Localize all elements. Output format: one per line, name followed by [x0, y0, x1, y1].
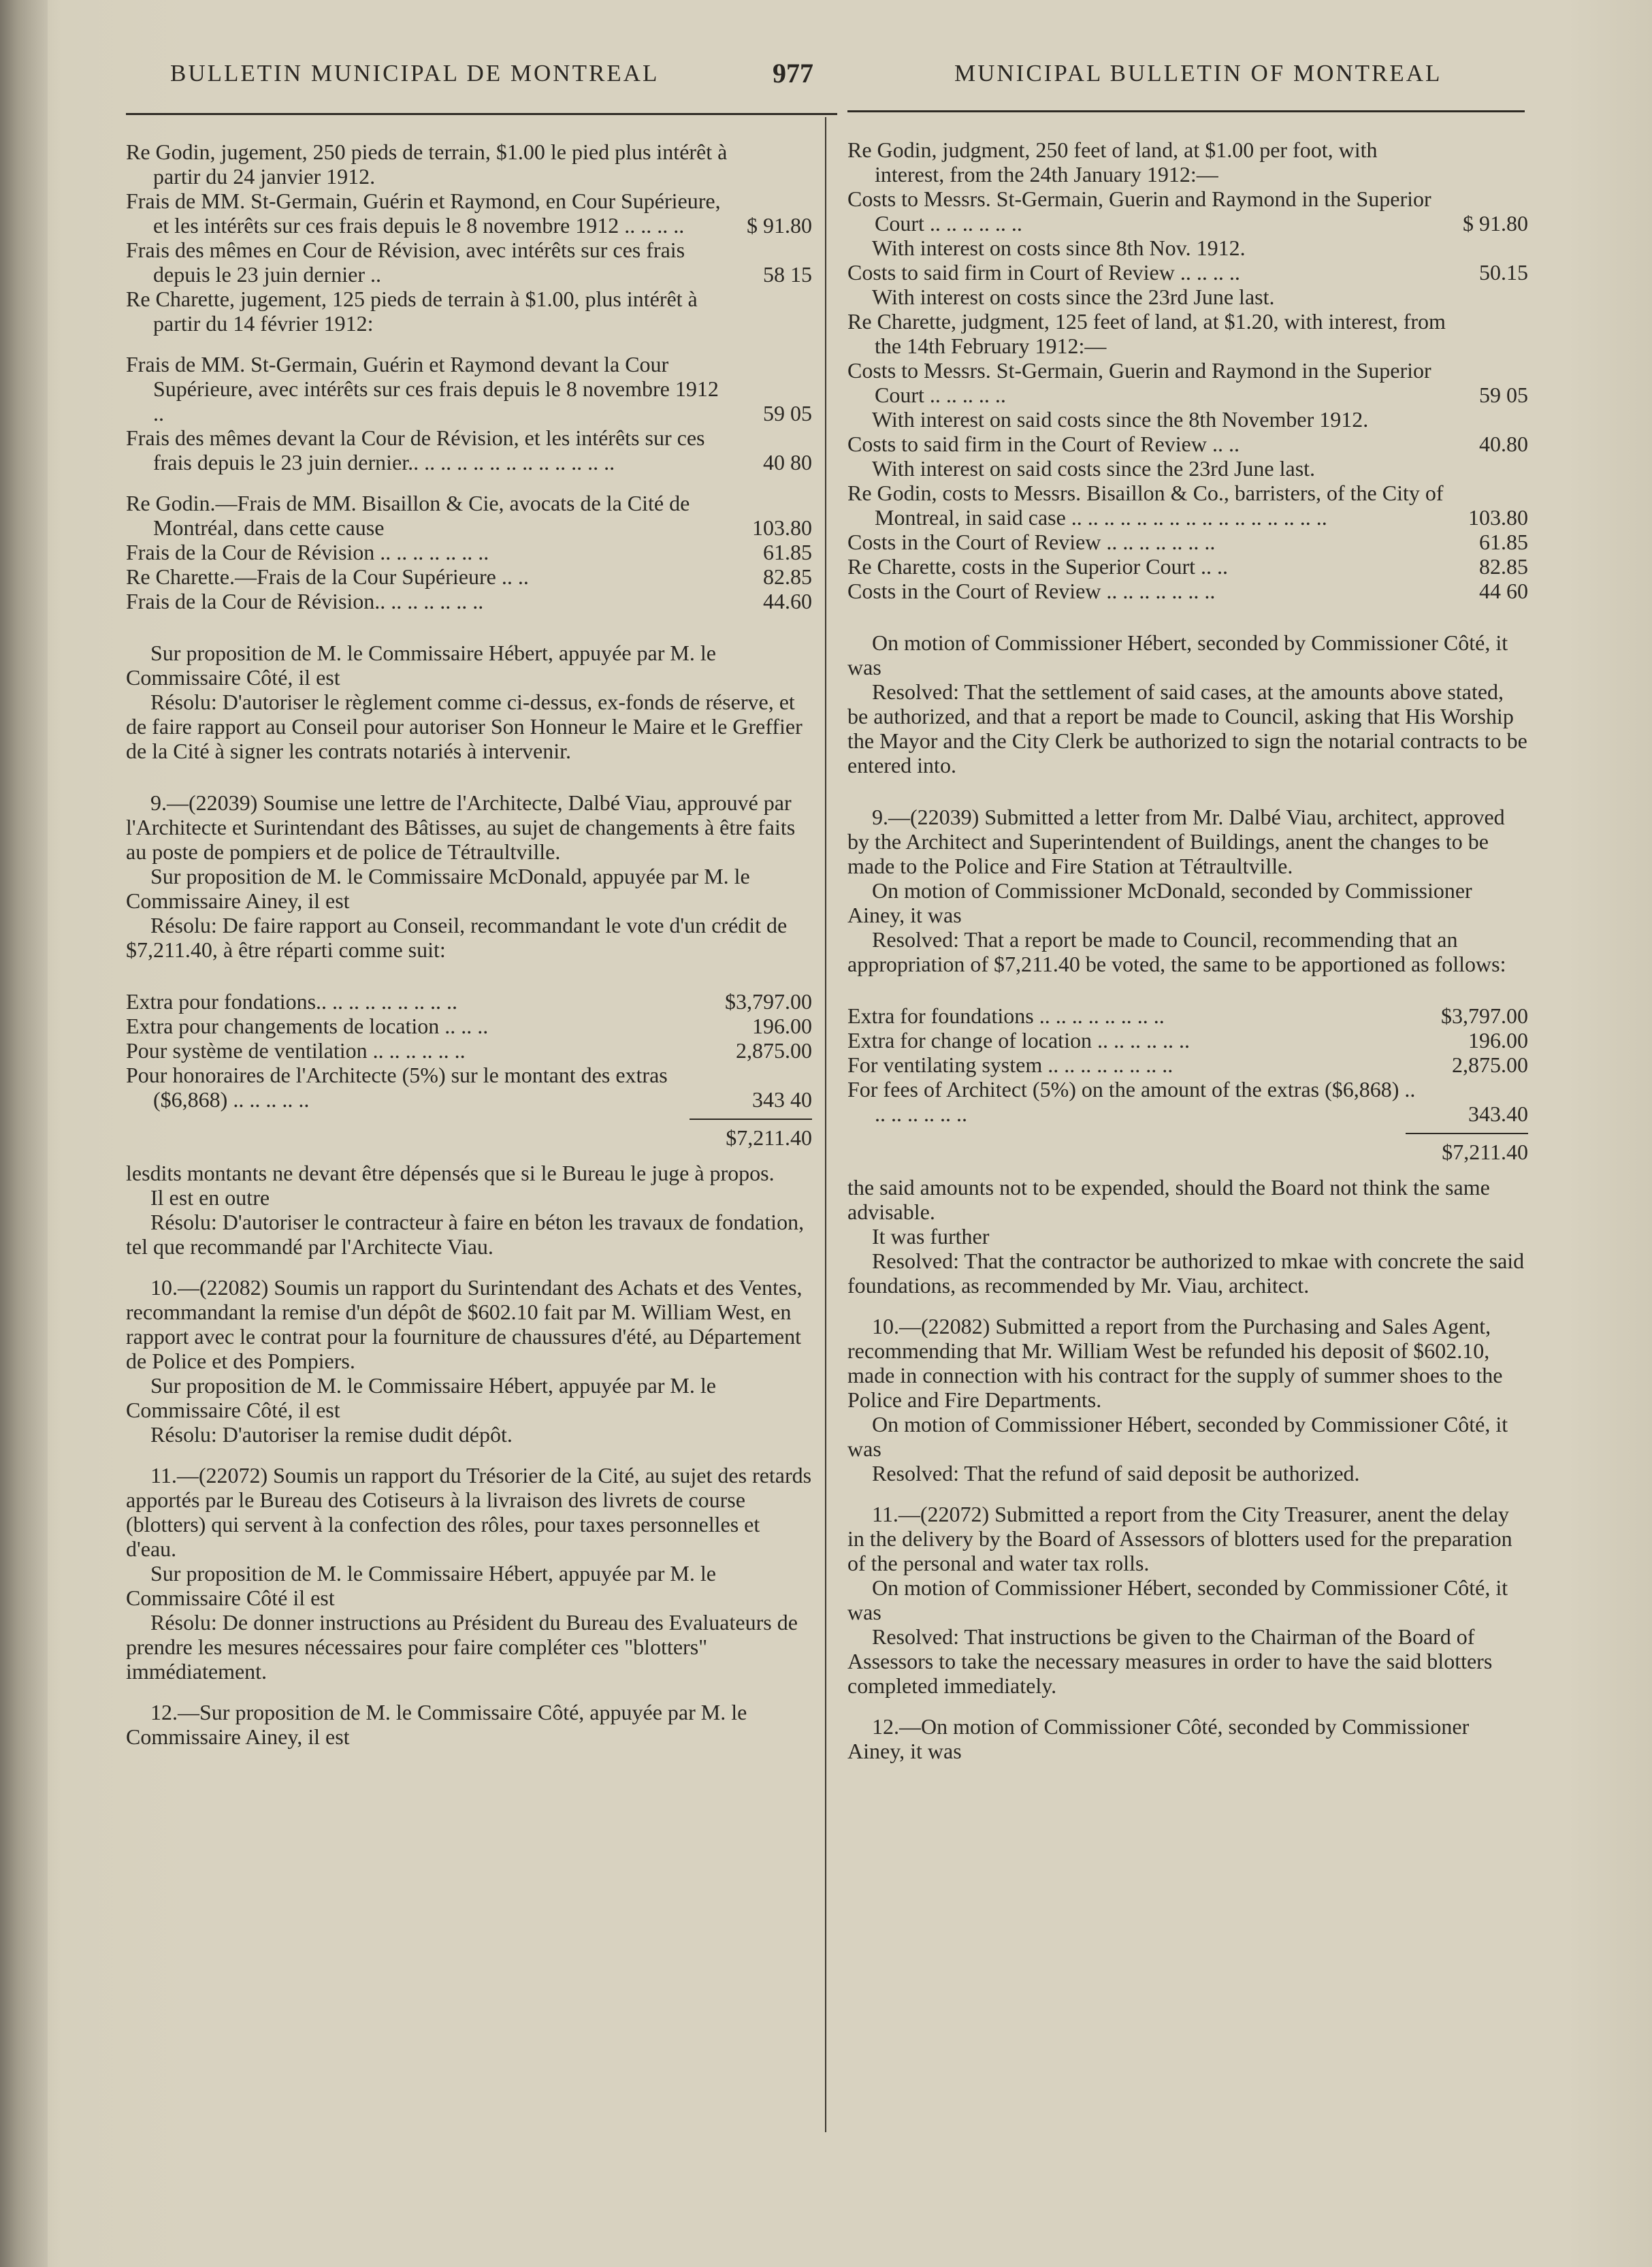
- motion-paragraph: On motion of Commissioner Hébert, seconded by Commissioner Côté, it was: [847, 1575, 1508, 1624]
- cost-entry-text: With interest on costs since 8th Nov. 1912.: [872, 236, 1246, 260]
- cost-entry: [126, 352, 812, 425]
- item-11-paragraph: 11.—(22072) Submitted a report from the City Treasurer, anent the delay in the delivery by the Board of Assessors of blotters used for the preparation of the personal and water tax rolls.: [847, 1502, 1512, 1575]
- further-paragraph: Il est en outre: [150, 1185, 270, 1210]
- cost-entry-amount: 44 60: [1479, 579, 1528, 603]
- cost-entry-amount: 59 05: [763, 401, 812, 425]
- appropriation-line: [847, 1028, 1528, 1052]
- cost-entry-amount: 50.15: [1479, 260, 1528, 285]
- condition-paragraph: lesdits montants ne devant être dépensés que si le Bureau le juge à propos.: [126, 1161, 775, 1185]
- cost-entry-text: Re Charette, costs in the Superior Court .. ..: [847, 554, 1229, 579]
- cost-entry-text: Costs to said firm in Court of Review .. .. .. ..: [847, 260, 1240, 285]
- motion-paragraph: Sur proposition de M. le Commissaire Hébert, appuyée par M. le Commissaire Côté, il est: [126, 1373, 716, 1422]
- cost-entry-text: Costs to Messrs. St-Germain, Guerin and Raymond in the Superior Court .. .. .. .. ..: [847, 358, 1431, 407]
- appropriation-total: $7,211.40: [726, 1125, 812, 1150]
- item-12-paragraph: 12.—Sur proposition de M. le Commissaire Côté, appuyée par M. le Commissaire Ainey, il est: [126, 1700, 747, 1749]
- appropriation-text: Extra for foundations .. .. .. .. .. .. .. ..: [847, 1003, 1165, 1028]
- cost-entry-text: Frais de MM. St-Germain, Guérin et Raymond, en Cour Supérieure, et les intérêts sur ces frais depuis le 8 novembre 1912 .. .. .. ..: [126, 189, 721, 238]
- appropriation-amount: 343.40: [1468, 1102, 1528, 1126]
- header-french-title: BULLETIN MUNICIPAL DE MONTREAL: [170, 60, 660, 86]
- cost-entry-text: Re Godin.—Frais de MM. Bisaillon & Cie, avocats de la Cité de Montréal, dans cette cause: [126, 491, 690, 540]
- cost-entry: [847, 554, 1528, 579]
- cost-entry-text: With interest on costs since the 23rd June last.: [872, 285, 1275, 309]
- cost-entry-text: Re Godin, costs to Messrs. Bisaillon & Co., barristers, of the City of Montreal, in said case .. .. .. .. .. .. .. .. .. .. .. .. .. .. .. ..: [847, 481, 1444, 530]
- appropriation-amount: $3,797.00: [725, 989, 812, 1014]
- appropriation-text: For ventilating system .. .. .. .. .. .. .. ..: [847, 1052, 1173, 1077]
- appropriation-amount: 196.00: [752, 1014, 812, 1038]
- cost-entry-amount: 82.85: [1479, 554, 1528, 579]
- cost-entry-amount: 103.80: [1468, 505, 1528, 530]
- appropriation-amount: $3,797.00: [1441, 1003, 1528, 1028]
- item-12-paragraph: 12.—On motion of Commissioner Côté, seconded by Commissioner Ainey, it was: [847, 1714, 1470, 1763]
- appropriation-line: [126, 1038, 812, 1063]
- cost-entry-amount: 58 15: [763, 262, 812, 287]
- cost-entry-text: Costs in the Court of Review .. .. .. .. .. .. ..: [847, 579, 1216, 603]
- appropriation-line: [847, 1077, 1528, 1126]
- cost-entry-text: Costs to Messrs. St-Germain, Guerin and Raymond in the Superior Court .. .. .. .. .. ..: [847, 187, 1431, 236]
- cost-entry: [126, 140, 812, 189]
- cost-entry-amount: 61.85: [763, 540, 812, 564]
- appropriation-text: Extra pour changements de location .. .. ..: [126, 1014, 489, 1038]
- motion-paragraph: Sur proposition de M. le Commissaire McDonald, appuyée par M. le Commissaire Ainey, il est: [126, 864, 750, 913]
- cost-entry-text: With interest on said costs since the 23rd June last.: [872, 456, 1316, 481]
- cost-entry-text: Re Godin, jugement, 250 pieds de terrain, $1.00 le pied plus intérêt à partir du 24 janvier 1912.: [126, 140, 728, 189]
- appropriation-text: Pour système de ventilation .. .. .. .. .. ..: [126, 1038, 466, 1063]
- appropriation-amount: 2,875.00: [1452, 1052, 1528, 1077]
- cost-entry-text: Frais de la Cour de Révision .. .. .. .. .. .. ..: [126, 540, 489, 564]
- condition-paragraph: the said amounts not to be expended, should the Board not think the same advisable.: [847, 1175, 1490, 1224]
- cost-entry-note: [847, 456, 1528, 481]
- cost-entry: [847, 358, 1528, 407]
- cost-entry: [847, 530, 1528, 554]
- cost-entry-text: Re Charette.—Frais de la Cour Supérieure .. ..: [126, 564, 529, 589]
- appropriation-line: [847, 1052, 1528, 1077]
- cost-entry-text: Re Charette, judgment, 125 feet of land, at $1.20, with interest, from the 14th February 1912:—: [847, 309, 1446, 358]
- appropriation-text: Extra pour fondations.. .. .. .. .. .. .. .. ..: [126, 989, 458, 1014]
- resolution-paragraph: Résolu: De faire rapport au Conseil, recommandant le vote d'un crédit de $7,211.40, à être réparti comme suit:: [126, 913, 788, 962]
- cost-entry-amount: 40.80: [1479, 432, 1528, 456]
- appropriation-text: Extra for change of location .. .. .. .. .. ..: [847, 1028, 1190, 1052]
- item-10-paragraph: 10.—(22082) Submitted a report from the Purchasing and Sales Agent, recommending that Mr. William West be refunded his deposit of $602.10, made in connection with his contract for the supply of summer shoes to the Police and Fire Departments.: [847, 1314, 1503, 1412]
- cost-entry-text: Costs in the Court of Review .. .. .. .. .. .. ..: [847, 530, 1216, 554]
- cost-entry: [126, 589, 812, 613]
- appropriation-amount: 2,875.00: [736, 1038, 812, 1063]
- appropriation-line: [847, 1003, 1528, 1028]
- item-11-paragraph: 11.—(22072) Soumis un rapport du Trésorier de la Cité, au sujet des retards apportés par le Bureau des Cotiseurs à la livraison des livrets de course (blotters) qui servent à la confection des rôles, pour taxes personnelles et d'eau.: [126, 1463, 812, 1561]
- cost-entry: [126, 564, 812, 589]
- appropriation-amount: 196.00: [1468, 1028, 1528, 1052]
- further-paragraph: It was further: [872, 1224, 990, 1249]
- motion-paragraph: On motion of Commissioner Hébert, seconded by Commissioner Côté, it was: [847, 1412, 1508, 1461]
- appropriation-line: [126, 989, 812, 1014]
- cost-entry: [126, 189, 812, 238]
- cost-entry-note: [847, 236, 1528, 260]
- cost-entry-text: With interest on said costs since the 8th November 1912.: [872, 407, 1369, 432]
- cost-entry-amount: 103.80: [752, 515, 812, 540]
- motion-paragraph: On motion of Commissioner McDonald, seconded by Commissioner Ainey, it was: [847, 878, 1472, 927]
- column-divider: [825, 117, 826, 2132]
- cost-entry: [847, 309, 1528, 358]
- cost-entry-text: Frais de MM. St-Germain, Guérin et Raymond devant la Cour Supérieure, avec intérêts sur ces frais depuis le 8 novembre 1912 ..: [126, 352, 719, 425]
- item-9-paragraph: 9.—(22039) Submitted a letter from Mr. Dalbé Viau, architect, approved by the Architect and Superintendent of Buildings, anent the changes to be made to the Police and Fire Station at Tétraultville.: [847, 805, 1505, 878]
- resolution-paragraph: Résolu: D'autoriser la remise dudit dépôt.: [150, 1422, 513, 1447]
- appropriation-text: Pour honoraires de l'Architecte (5%) sur le montant des extras ($6,868) .. .. .. .. ..: [126, 1063, 668, 1112]
- resolution-paragraph: Résolu: D'autoriser le règlement comme ci-dessus, ex-fonds de réserve, et de faire rapport au Conseil pour autoriser Son Honneur le Maire et le Greffier de la Cité à signer les contrats notariés à intervenir.: [126, 690, 803, 763]
- cost-entry: [847, 432, 1528, 456]
- header-english-title: MUNICIPAL BULLETIN OF MONTREAL: [954, 60, 1442, 86]
- cost-entry: [847, 579, 1528, 603]
- cost-entry-amount: 40 80: [763, 450, 812, 475]
- page-number: 977: [773, 58, 813, 89]
- cost-entry: [126, 238, 812, 287]
- cost-entry-amount: 59 05: [1479, 383, 1528, 407]
- cost-entry-text: Re Godin, judgment, 250 feet of land, at $1.00 per foot, with interest, from the 24th January 1912:—: [847, 138, 1378, 187]
- appropriation-line: [126, 1063, 812, 1112]
- cost-entry-text: Costs to said firm in the Court of Review .. ..: [847, 432, 1240, 456]
- appropriation-line: [126, 1014, 812, 1038]
- cost-entry-amount: $ 91.80: [1463, 211, 1528, 236]
- resolution-paragraph: Resolved: That the contractor be authorized to mkae with concrete the said foundations, as recommended by Mr. Viau, architect.: [847, 1249, 1525, 1298]
- item-10-paragraph: 10.—(22082) Soumis un rapport du Surintendant des Achats et des Ventes, recommandant la remise d'un dépôt de $602.10 fait par M. William West, en rapport avec le contrat pour la fourniture de chaussures d'été, au Département de Police et des Pompiers.: [126, 1275, 803, 1373]
- cost-entry-amount: 82.85: [763, 564, 812, 589]
- motion-paragraph: On motion of Commissioner Hébert, seconded by Commissioner Côté, it was: [847, 630, 1508, 679]
- cost-entry: [847, 187, 1528, 236]
- resolution-paragraph: Resolved: That a report be made to Council, recommending that an appropriation of $7,211.40 be voted, the same to be apportioned as follows:: [847, 927, 1506, 976]
- english-column: [847, 138, 1528, 1763]
- cost-entry-text: Re Charette, jugement, 125 pieds de terrain à $1.00, plus intérêt à partir du 14 février 1912:: [126, 287, 698, 336]
- header-rule-right: [847, 110, 1525, 112]
- cost-entry-note: [847, 285, 1528, 309]
- cost-entry-text: Frais de la Cour de Révision.. .. .. .. .. .. ..: [126, 589, 484, 613]
- cost-entry-amount: 44.60: [763, 589, 812, 613]
- appropriation-text: For fees of Architect (5%) on the amount of the extras ($6,868) .. .. .. .. .. .. ..: [847, 1077, 1416, 1126]
- resolution-paragraph: Resolved: That the refund of said deposit be authorized.: [872, 1461, 1360, 1485]
- cost-entry: [847, 260, 1528, 285]
- appropriation-total: $7,211.40: [1442, 1140, 1528, 1164]
- cost-entry: [847, 481, 1528, 530]
- cost-entry-text: Frais des mêmes devant la Cour de Révision, et les intérêts sur ces frais depuis le 23 juin dernier.. .. .. .. .. .. .. .. .. .. .. .. ..: [126, 425, 705, 475]
- cost-entry-text: Frais des mêmes en Cour de Révision, avec intérêts sur ces frais depuis le 23 juin dernier ..: [126, 238, 685, 287]
- cost-entry: [126, 287, 812, 336]
- resolution-paragraph: Résolu: De donner instructions au Président du Bureau des Evaluateurs de prendre les mesures nécessaires pour faire compléter ces "blotters" immédiatement.: [126, 1610, 798, 1684]
- french-column: [126, 140, 812, 1749]
- cost-entry: [126, 491, 812, 540]
- item-9-paragraph: 9.—(22039) Soumise une lettre de l'Architecte, Dalbé Viau, approuvé par l'Architecte et Surintendant des Bâtisses, au sujet de changements à être faits au poste de pompiers et de police de Tétraultville.: [126, 790, 796, 864]
- header-rule-left: [126, 113, 837, 115]
- motion-paragraph: Sur proposition de M. le Commissaire Hébert, appuyée par M. le Commissaire Côté il est: [126, 1561, 716, 1610]
- resolution-paragraph: Resolved: That instructions be given to the Chairman of the Board of Assessors to take the necessary measures in order to have the said blotters completed immediately.: [847, 1624, 1493, 1698]
- cost-entry-amount: 61.85: [1479, 530, 1528, 554]
- page-header: [0, 60, 1652, 101]
- appropriation-amount: 343 40: [752, 1087, 812, 1112]
- cost-entry-amount: $ 91.80: [747, 213, 812, 238]
- motion-paragraph: Sur proposition de M. le Commissaire Hébert, appuyée par M. le Commissaire Côté, il est: [126, 641, 716, 690]
- cost-entry: [126, 425, 812, 475]
- page-binding-shadow: [0, 0, 48, 2267]
- resolution-paragraph: Resolved: That the settlement of said cases, at the amounts above stated, be authorized, and that a report be made to Council, asking that His Worship the Mayor and the City Clerk be authorized to sign the notarial contracts to be entered into.: [847, 679, 1527, 777]
- cost-entry: [847, 138, 1528, 187]
- resolution-paragraph: Résolu: D'autoriser le contracteur à faire en béton les travaux de fondation, tel que recommandé par l'Architecte Viau.: [126, 1210, 805, 1259]
- cost-entry: [126, 540, 812, 564]
- cost-entry-note: [847, 407, 1528, 432]
